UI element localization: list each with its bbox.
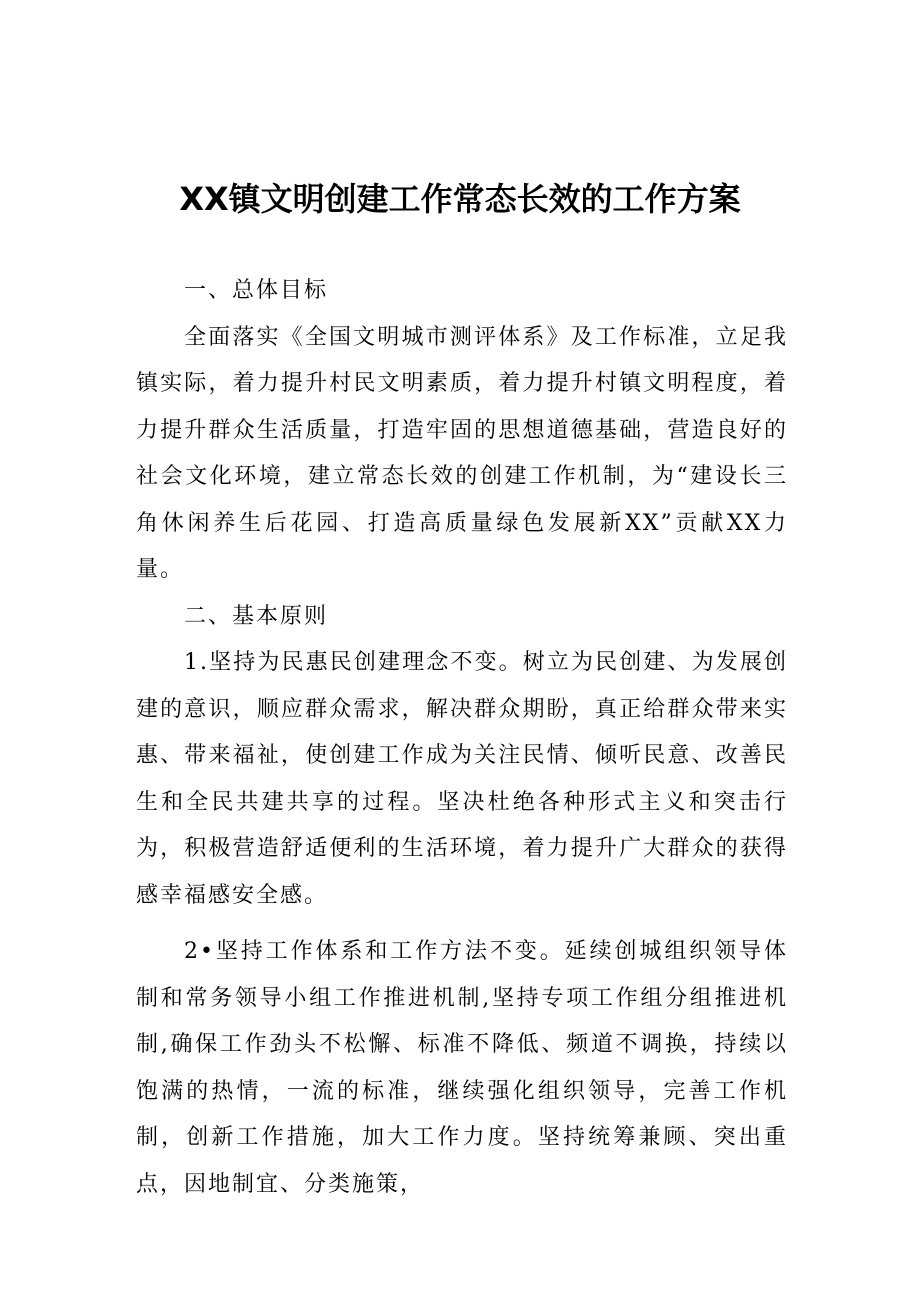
section-heading-2: 二、基本原则	[184, 603, 329, 629]
section-heading-1: 一、总体目标	[184, 278, 329, 303]
paragraph-overall-goal: 全面落实《全国文明城市测评体系》及工作标准，立足我镇实际，着力提升村民文明素质，着力提升村镇文明程度，着力提升群众生活质量，打造牢固的思想道德基础，营造良好的社会文化环境，建立常态长效的创建工作机制，为“建设长三角休闲养生后花园、打造高质量绿色发展新XX”贡献XX力量。	[136, 324, 788, 582]
document-body	[136, 268, 788, 1208]
document-title: XX镇文明创建工作常态长效的工作方案	[179, 180, 741, 218]
paragraph-principle-2: 2•坚持工作体系和工作方法不变。延续创城组织领导体制和常务领导小组工作推进机制,坚持专项工作组分组推进机制,确保工作劲头不松懈、标准不降低、频道不调换，持续以饱满的热情，一流的标准，继续强化组织领导，完善工作机制，创新工作措施，加大工作力度。坚持统筹兼顾、突出重点，因地制宜、分类施策，	[136, 939, 788, 1197]
paragraph-principle-1: 1.坚持为民惠民创建理念不变。树立为民创建、为发展创建的意识，顺应群众需求，解决群众期盼，真正给群众带来实惠、带来福祉，使创建工作成为关注民情、倾听民意、改善民生和全民共建共享的过程。坚决杜绝各种形式主义和突击行为，积极营造舒适便利的生活环境，着力提升广大群众的获得感幸福感安全感。	[136, 650, 788, 908]
